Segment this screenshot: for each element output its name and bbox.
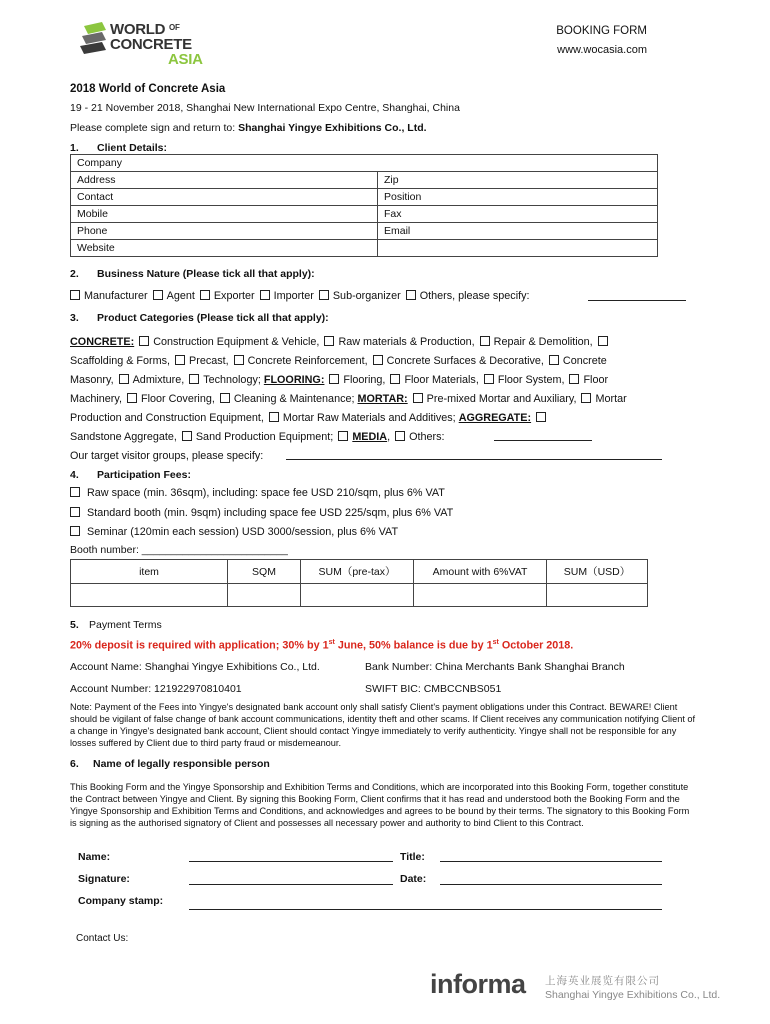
label-f4: Floor xyxy=(583,374,609,386)
contact-field[interactable]: Contact xyxy=(71,189,378,206)
website-link[interactable]: www.wocasia.com xyxy=(557,44,647,56)
label-f5: Machinery, xyxy=(70,393,123,405)
signature-line[interactable] xyxy=(189,884,393,885)
footer-cn-name: 上海英业展览有限公司 xyxy=(545,975,660,987)
website-field[interactable]: Website xyxy=(71,240,378,257)
col-amount-vat: Amount with 6%VAT xyxy=(414,560,547,584)
booth-number[interactable]: Booth number: _________________________ xyxy=(70,544,288,556)
label-others-cat: Others: xyxy=(409,431,445,443)
date-label: Date: xyxy=(400,873,427,885)
fax-field[interactable]: Fax xyxy=(378,206,658,223)
mobile-field[interactable]: Mobile xyxy=(71,206,378,223)
website-blank[interactable] xyxy=(378,240,658,257)
date-line[interactable] xyxy=(440,884,662,885)
checkbox-c5[interactable] xyxy=(175,355,185,365)
others-cat-line[interactable] xyxy=(494,440,592,441)
logo-of: OF xyxy=(169,23,180,32)
cell-sum-pretax[interactable] xyxy=(301,584,414,607)
label-m4: Mortar Raw Materials and Additives; xyxy=(282,412,456,424)
stamp-label: Company stamp: xyxy=(78,895,164,907)
label-c8: Concrete xyxy=(562,355,607,367)
cell-sum-usd[interactable] xyxy=(547,584,648,607)
label-manufacturer: Manufacturer xyxy=(84,290,148,302)
phone-field[interactable]: Phone xyxy=(71,223,378,240)
label-exporter: Exporter xyxy=(213,290,255,302)
checkbox-m2[interactable] xyxy=(581,393,591,403)
section3-title: Product Categories (Please tick all that apply): xyxy=(97,312,329,324)
col-sum-pretax: SUM（pre-tax） xyxy=(301,560,414,584)
label-sub-organizer: Sub-organizer xyxy=(332,290,401,302)
label-c5: Precast, xyxy=(189,355,229,367)
form-title: BOOKING FORM xyxy=(556,25,647,37)
event-dates-venue: 19 - 21 November 2018, Shanghai New International Expo Centre, Shanghai, China xyxy=(70,102,460,114)
logo-world: WORLD xyxy=(110,21,166,38)
checkbox-f2[interactable] xyxy=(390,374,400,384)
account-number: Account Number: 121922970810401 xyxy=(70,683,242,695)
label-m1: Pre-mixed Mortar and Auxiliary, xyxy=(426,393,577,405)
title-line[interactable] xyxy=(440,861,662,862)
label-f6: Floor Covering, xyxy=(141,393,215,405)
cell-amount-vat[interactable] xyxy=(414,584,547,607)
deposit-sup1: st xyxy=(328,639,335,646)
checkbox-f6[interactable] xyxy=(127,393,137,403)
checkbox-c7[interactable] xyxy=(373,355,383,365)
col-sqm: SQM xyxy=(228,560,301,584)
checkbox-media[interactable] xyxy=(338,431,348,441)
client-details-table xyxy=(70,154,658,257)
deposit-b: June, 50% balance is due by 1 xyxy=(334,639,493,652)
logo xyxy=(80,20,210,68)
section4-num: 4. xyxy=(70,469,79,481)
checkbox-exporter[interactable] xyxy=(200,290,210,300)
checkbox-manufacturer[interactable] xyxy=(70,290,80,300)
fee-options xyxy=(68,484,453,543)
checkbox-c2[interactable] xyxy=(324,336,334,346)
email-field[interactable]: Email xyxy=(378,223,658,240)
section2-title: Business Nature (Please tick all that apply): xyxy=(97,268,315,280)
categories-block xyxy=(70,333,700,466)
checkbox-c1[interactable] xyxy=(139,336,149,346)
label-f7: Cleaning & Maintenance; xyxy=(233,393,355,405)
col-sum-usd: SUM（USD） xyxy=(547,560,648,584)
position-field[interactable]: Position xyxy=(378,189,658,206)
return-prefix: Please complete sign and return to: xyxy=(70,122,239,134)
section3-num: 3. xyxy=(70,312,79,324)
checkbox-c8[interactable] xyxy=(549,355,559,365)
checkbox-c11[interactable] xyxy=(189,374,199,384)
checkbox-c6[interactable] xyxy=(234,355,244,365)
label-m2: Mortar xyxy=(595,393,627,405)
swift-code: SWIFT BIC: CMBCCNBS051 xyxy=(365,683,502,695)
checkbox-c10[interactable] xyxy=(119,374,129,384)
label-c2: Raw materials & Production, xyxy=(338,336,475,348)
label-others: Others, please specify: xyxy=(419,290,530,302)
checkbox-sub-organizer[interactable] xyxy=(319,290,329,300)
section1-num: 1. xyxy=(70,142,79,154)
checkbox-others[interactable] xyxy=(406,290,416,300)
label-c6: Concrete Reinforcement, xyxy=(247,355,368,367)
media-comma: , xyxy=(387,431,391,443)
label-seminar: Seminar (120min each session) USD 3000/session, plus 6% VAT xyxy=(87,526,399,538)
checkbox-standard-booth[interactable] xyxy=(70,507,80,517)
checkbox-c3[interactable] xyxy=(480,336,490,346)
label-agent: Agent xyxy=(166,290,195,302)
cat-concrete: CONCRETE: xyxy=(70,336,135,348)
deposit-terms xyxy=(70,639,573,652)
logo-concrete: CONCRETE xyxy=(110,36,192,53)
label-c1: Construction Equipment & Vehicle, xyxy=(153,336,320,348)
section6-num: 6. xyxy=(70,758,79,770)
company-field[interactable]: Company xyxy=(71,155,658,172)
address-field[interactable]: Address xyxy=(71,172,378,189)
fees-table xyxy=(70,559,648,607)
checkbox-agent[interactable] xyxy=(153,290,163,300)
cat-mortar: MORTAR: xyxy=(357,393,408,405)
signature-label: Signature: xyxy=(78,873,130,885)
contact-us: Contact Us: xyxy=(76,933,129,944)
section5-title: Payment Terms xyxy=(89,619,162,631)
label-importer: Importer xyxy=(273,290,314,302)
label-c10: Admixture, xyxy=(132,374,185,386)
name-label: Name: xyxy=(78,851,111,863)
checkbox-importer[interactable] xyxy=(260,290,270,300)
label-f3: Floor System, xyxy=(497,374,565,386)
checkbox-others-cat[interactable] xyxy=(395,431,405,441)
section2-num: 2. xyxy=(70,268,79,280)
section4-title: Participation Fees: xyxy=(97,469,191,481)
business-nature-options xyxy=(68,290,530,302)
checkbox-f3[interactable] xyxy=(484,374,494,384)
section5-num: 5. xyxy=(70,619,79,631)
section1-title: Client Details: xyxy=(97,142,168,154)
checkbox-m1[interactable] xyxy=(413,393,423,403)
label-f1: Flooring, xyxy=(343,374,386,386)
checkbox-seminar[interactable] xyxy=(70,526,80,536)
cat-flooring: FLOORING: xyxy=(263,374,325,386)
label-c9: Masonry, xyxy=(70,374,114,386)
label-a1: Sandstone Aggregate, xyxy=(70,431,177,443)
label-c3: Repair & Demolition, xyxy=(493,336,593,348)
others-specify-line[interactable] xyxy=(588,300,686,301)
return-company: Shanghai Yingye Exhibitions Co., Ltd. xyxy=(238,122,427,134)
title-label: Title: xyxy=(400,851,425,863)
checkbox-f1[interactable] xyxy=(329,374,339,384)
checkbox-f4[interactable] xyxy=(569,374,579,384)
label-c7: Concrete Surfaces & Decorative, xyxy=(386,355,544,367)
cat-aggregate: AGGREGATE: xyxy=(458,412,532,424)
deposit-c: October 2018. xyxy=(498,639,574,652)
target-visitors-line[interactable] xyxy=(286,459,662,460)
deposit-a: 20% deposit is required with application; 30% by 1 xyxy=(70,639,329,652)
informa-logo: informa xyxy=(430,969,526,999)
name-line[interactable] xyxy=(189,861,393,862)
cell-sqm[interactable] xyxy=(228,584,301,607)
zip-field[interactable]: Zip xyxy=(378,172,658,189)
checkbox-c4[interactable] xyxy=(598,336,608,346)
label-c11: Technology; xyxy=(203,374,261,386)
payment-note: Note: Payment of the Fees into Yingye's designated bank account only shall satisfy Client's payment obligations under this Contract. BEWARE! Client should be vigilant of false change of bank account communications, identity theft and other scams. If Client receives any communication notifying Client of a change in Yingye's designated bank account, Client should contact Yingye immediately to verify authenticity. Yingye shall not be responsible for any losses suffered by Client due to third party fraud or misdemeanour. xyxy=(70,702,696,748)
account-name: Account Name: Shanghai Yingye Exhibitions Co., Ltd. xyxy=(70,661,320,673)
label-a2: Sand Production Equipment; xyxy=(195,431,334,443)
checkbox-a1[interactable] xyxy=(536,412,546,422)
label-raw-space: Raw space (min. 36sqm), including: space fee USD 210/sqm, plus 6% VAT xyxy=(87,487,445,499)
bank-number: Bank Number: China Merchants Bank Shanghai Branch xyxy=(365,661,625,673)
label-c4: Scaffolding & Forms, xyxy=(70,355,171,367)
event-title: 2018 World of Concrete Asia xyxy=(70,83,226,95)
checkbox-m4[interactable] xyxy=(269,412,279,422)
footer-en-name: Shanghai Yingye Exhibitions Co., Ltd. xyxy=(545,989,721,1001)
section6-title: Name of legally responsible person xyxy=(93,758,270,770)
label-m3: Production and Construction Equipment, xyxy=(70,412,264,424)
cell-item[interactable] xyxy=(71,584,228,607)
label-standard-booth: Standard booth (min. 9sqm) including space fee USD 225/sqm, plus 6% VAT xyxy=(87,506,454,519)
logo-asia: ASIA xyxy=(168,51,203,68)
checkbox-raw-space[interactable] xyxy=(70,487,80,497)
col-item: item xyxy=(71,560,228,584)
terms-paragraph: This Booking Form and the Yingye Sponsorship and Exhibition Terms and Conditions, which are incorporated into this Booking Form, together constitute the Contract between Yingye and Client. By signing this Booking Form, Client confirms that it has read and understood both the Booking Form and the Yingye Sponsorship and Exhibition Terms and Conditions, and acknowledges and agrees to be bound by their terms. The signatory to this Booking Form is signing as the authorised signatory of Client and possesses all necessary power and authority to bind Client to this Contract. xyxy=(70,782,690,828)
target-visitors-label: Our target visitor groups, please specify: xyxy=(70,450,264,462)
stamp-line[interactable] xyxy=(189,909,662,910)
checkbox-a2[interactable] xyxy=(182,431,192,441)
label-f2: Floor Materials, xyxy=(404,374,479,386)
checkbox-f7[interactable] xyxy=(220,393,230,403)
logo-mark-icon xyxy=(80,22,110,58)
cat-media: MEDIA xyxy=(352,431,388,443)
deposit-sup2: st xyxy=(492,639,499,646)
